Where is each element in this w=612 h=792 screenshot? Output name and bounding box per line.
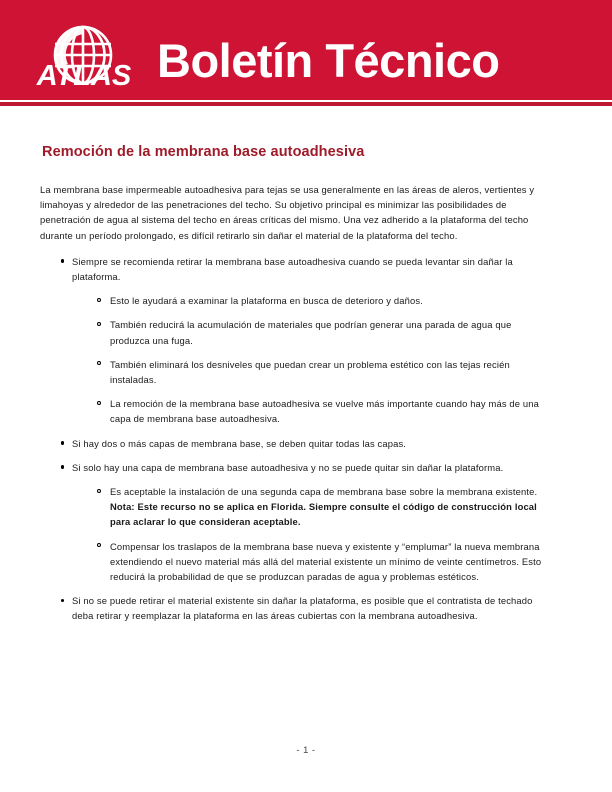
bullet-circle-icon	[97, 322, 101, 326]
list-item-label: Si solo hay una capa de membrana base autoadhesiva y no se puede quitar sin dañar la plataforma.	[72, 461, 504, 473]
list-item	[40, 460, 542, 584]
list-item-label: Si no se puede retirar el material existente sin dañar la plataforma, es posible que el contratista de techado deba retirar y reemplazar la plataforma en las áreas cubiertas con la membrana autoadhesiva.	[72, 595, 533, 622]
list-item-label-plain: Es aceptable la instalación de una segunda capa de membrana base sobre la membrana existente.	[110, 486, 538, 498]
header-banner	[0, 0, 612, 100]
list-item	[72, 396, 542, 426]
list-item-label: También reducirá la acumulación de materiales que podrían generar una parada de agua que produzca una fuga.	[110, 319, 512, 346]
list-item	[72, 484, 542, 530]
page-number-footer: - 1 -	[296, 744, 316, 755]
list-item	[40, 593, 542, 623]
bullet-list-level-2	[72, 293, 542, 426]
list-item-label-bold-note: Nota: Este recurso no se aplica en Florida. Siempre consulte el código de construcción local para aclarar lo que consideran aceptable.	[110, 501, 537, 528]
bullet-dot-icon	[61, 465, 64, 468]
list-item	[40, 436, 542, 451]
list-item	[72, 357, 542, 387]
bullet-dot-icon	[61, 599, 64, 602]
bullet-circle-icon	[97, 543, 101, 547]
list-item	[72, 317, 542, 347]
list-item	[72, 539, 542, 585]
list-item-label: La remoción de la membrana base autoadhesiva se vuelve más importante cuando hay más de una capa de membrana base autoadhesiva.	[110, 398, 540, 425]
list-item-label: Siempre se recomienda retirar la membrana base autoadhesiva cuando se pueda levantar sin dañar la plataforma.	[72, 255, 513, 283]
bullet-circle-icon	[97, 401, 101, 405]
document-body	[0, 109, 612, 633]
list-item-label: Compensar los traslapos de la membrana base nueva y existente y “emplumar” la nueva membrana extendiendo el nuevo material más allá del material existente un mínimo de veinte centímetros. Esto reducirá la probabilidad de que se produzcan paradas de agua y problemas estéticos.	[110, 540, 542, 583]
bullet-dot-icon	[61, 259, 64, 262]
document-content	[0, 182, 612, 624]
bullet-dot-icon	[61, 441, 64, 444]
bullet-circle-icon	[97, 361, 101, 365]
header-banner-inner	[0, 0, 612, 100]
list-item-label: Si hay dos o más capas de membrana base, se deben quitar todas las capas.	[72, 437, 407, 449]
bullet-list-level-1	[40, 254, 542, 624]
list-item-label: Esto le ayudará a examinar la plataforma en busca de deterioro y daños.	[110, 295, 423, 307]
bullet-circle-icon	[97, 489, 101, 493]
bullet-list-level-2	[72, 484, 542, 584]
banner-title: Boletín Técnico	[157, 34, 500, 87]
atlas-globe-logo	[27, 23, 143, 93]
intro-paragraph: La membrana base impermeable autoadhesiva para tejas se usa generalmente en las áreas de aleros, vertientes y limahoyas y alrededor de las penetraciones del techo. Su objetivo principal es minimizar las posibilidades de penetración de agua al sistema del techo en áreas críticas del mismo. Una vez adherido a la plataforma del techo durante un período prolongado, es difícil retirarlo sin dañar el material de la plataforma del techo.	[40, 184, 535, 241]
page-title: Remoción de la membrana base autoadhesiva	[42, 144, 365, 160]
atlas-wordmark-text: ATLAS	[36, 60, 132, 92]
bullet-circle-icon	[97, 298, 101, 302]
list-item	[40, 254, 542, 427]
list-item	[72, 293, 542, 308]
list-item-label: También eliminará los desniveles que puedan crear un problema estético con las tejas recién instaladas.	[110, 358, 510, 386]
